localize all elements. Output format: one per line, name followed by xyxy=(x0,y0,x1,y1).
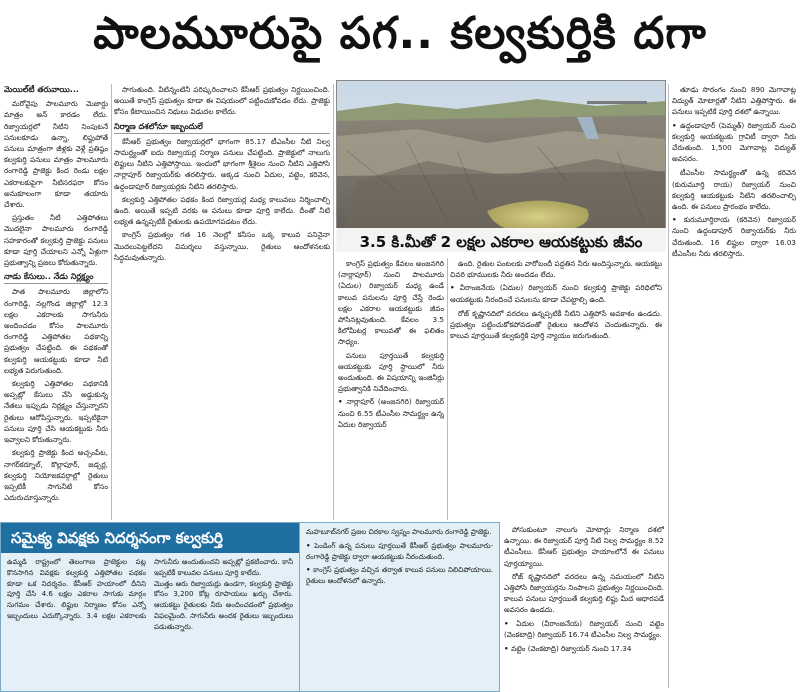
col5-paragraph: తూడు సొరంగం నుంచి 890 మెగావాట్ల విద్యుత్ మోటార్లతో నీటిని ఎత్తిపోస్తారు. ఈ పనులు ఇప్పటికే పూర్తి దశలో ఉన్నాయి. xyxy=(672,85,796,117)
box2-paragraph: మహబూబ్‌నగర్‌ ప్రజల చిరకాల స్వప్నం పాలమూరు రంగారెడ్డి ప్రాజెక్టు. xyxy=(306,528,492,536)
sidebar-box-2 xyxy=(300,522,500,692)
photo-caption: 3.5 కి.మీతో 2 లక్షల ఎకరాల ఆయకట్టుకు జీవం xyxy=(336,228,666,256)
column-4 xyxy=(450,258,662,520)
col2-paragraph: సాగుతుంది. వీటిన్నంటినీ పరిష్కరించాలని కేసీఆర్ ప్రభుత్వం నిర్ణయించింది. అయితే కాంగ్రెస్ ప్రభుత్వం కూడా ఈ విషయంలో పట్టించుకోవడం లేదు. ప్రాజెక్టు కోసం కేటాయించిన నిధులు విడుదల కాలేదు. xyxy=(114,85,330,117)
colmid-paragraph: పోసుకుంటూ నాలుగు మోటార్లు నిర్మాణ దశలో ఉన్నాయి. ఈ రిజ్వాయర్ పూర్తి నీటి నిల్వ సామర్థ్యం 8.52 టీఎంసీలు. కేసీఆర్ ప్రభుత్వం హయాంలోనే ఈ పనులు పూర్తయ్యాయి. xyxy=(504,525,664,568)
column-5 xyxy=(672,84,796,688)
colmid-paragraph: రోజ్ కృష్ణానదిలో వరదలు ఉన్న సమయంలో నీటిని ఎత్తిపోసి రిజ్వాయర్లను నింపాలని ప్రభుత్వం నిర్ణయించింది. కాలువ పనులు పూర్తయితే కల్వకుర్తి లిఫ్టు మీద ఆధారపడే అవసరం ఉండదు. xyxy=(504,571,664,615)
col1-paragraph: ప్రస్తుతం నీటి ఎత్తిపోతలు మొదలైనా పాలమూరు రంగారెడ్డి సహకారంతో కల్వకుర్తి ప్రాజెక్టు పనులు కూడా పూర్తి చేయాలని ఎన్నో ఏళ్లుగా ప్రభుత్వాన్ని ప్రజలు కోరుతున్నారు. xyxy=(4,213,108,268)
box-paragraph: ఉమ్మడి రాష్ట్రంలో తెలంగాణ ప్రాజెక్టుల పట్ల కొనసాగిన వివక్షకు కల్వకుర్తి ఎత్తిపోతల పథకం కూడా ఒక నిదర్శనం. కేసీఆర్ హయాంలో దీనిని పూర్తి చేసి 4.6 లక్షల ఎకరాల సాగుకు మార్గం సుగమం చేశారు. లిఫ్టుల నిర్మాణం కోసం ఎన్నో ఇబ్బందులు ఎదుర్కొన్నారు. 3.4 లక్షల ఎకరాలకు సాగునీరు అందుతుందని అప్పట్లో ప్రకటించారు. కానీ ఇప్పటికీ కాలువల పనులు పూర్తి కాలేదు. xyxy=(7,558,293,620)
col1-paragraph: మరోవైపు పాలమూరు మెజార్టు మాత్రం అన్ కారడం లేదు. రిజ్వాయర్లలో నీటిని నింపుటనే పనులకూడు ఉన్నా, లిఫ్టుపోతే పనులు మాత్రంగా జీళ్లకు వెళ్లే ప్రతిష్ఠం కల్వకుర్తి పనులు మాత్రం పాలమూరు రంగారెడ్డి ప్రాజెక్టు కింద రెండు లక్షల ఎకరాలకుపైగా నీటిసరఫరా కోసం అనుకూలంగా కూడా తయారు చేశారు. xyxy=(4,99,108,210)
col4-paragraph: ఉంది. రైతుల పంటలకు వారోబందీ పద్ధతిన నీరు అందిస్తున్నారు. ఆయకట్టు చివరి భూములకు నీరు అందడం లేదు. xyxy=(450,259,662,280)
box-body xyxy=(1,553,299,637)
column-mid xyxy=(504,524,664,688)
column-1 xyxy=(4,84,108,520)
col5-bullet: • కురుమూర్తిరాయ (కరివెన) రిజ్వాయర్ నుంచి ఉద్దండాపూర్ రిజ్వాయర్‌కు నీరు చేరుతుంది. 16 లిఫ్టుల ద్వారా 16.03 టీఎంసీల నీరు తరలిస్తారు. xyxy=(672,214,796,259)
box2-bullet: • పెండింగ్ ఉన్న పనులు పూర్తయితే కేసీఆర్ ప్రభుత్వం పాలమూరు-రంగారెడ్డి ప్రాజెక్టు ద్వారా ఆయకట్టుకు నీరందుతుంది. xyxy=(306,541,493,563)
colmid-bullet: • వట్టెం (వెంకటాద్రి) రిజ్వాయర్ నుంచి 17.34 xyxy=(504,643,664,654)
box2-bullet: • కాంగ్రెస్ ప్రభుత్వం వచ్చిన తర్వాత కాలువ పనులు నిలిచిపోయాయి. రైతులు ఆందోళనలో ఉన్నారు. xyxy=(306,565,493,587)
col2-paragraph: కేసీఆర్ ప్రభుత్వం రిజ్వాయర్లలో భాగంగా 85.17 టీఎంసీల నీటి నిల్వ సామర్థ్యంతో ఐదు రిజ్వాయర్ల నిర్మాణ పనులు చేపట్టింది. ప్రాజెక్టులో నాలుగు లిఫ్టులు నీటిని ఎత్తిపోస్తాయి. ఇందులో భాగంగా శ్రీశైలం నుంచి నీటిని ఎత్తిపోసి నార్లాపూర్ రిజ్వాయర్‌కు తరలిస్తారు. అక్కడ నుంచి ఏదుల, వట్టెం, కరివెన, ఉద్దండాపూర్ రిజ్వాయర్లకు నీటిని తరలిస్తారు. xyxy=(114,136,330,191)
col3-bullet: • నార్లాపూర్ (అంజనగిరి) రిజ్వాయర్ నుంచి 6.55 టీఎంసీల సామర్థ్యం ఉన్న ఏదుల రిజ్వాయర్ xyxy=(338,396,444,430)
reservoir-illustration xyxy=(337,81,666,252)
col2-paragraph: కాంగ్రెస్ ప్రభుత్వం గత 16 నెలల్లో కనీసం ఒక్క కాలువ పనినైనా మొదలుపెట్టలేదని విమర్శలు వస్తున్నాయి. రైతులు ఆందోళనలకు సిద్ధమవుతున్నారు. xyxy=(114,230,330,262)
subhead-cases: నాడు కేసులు.. నేడు నిర్లక్ష్యం xyxy=(4,271,108,284)
col5-bullet: • ఉద్దండాపూర్ (పెమ్మత్‌) రిజ్వాయర్ నుంచి కల్వకుర్తి ఆయకట్టుకు గ్రావిటీ ద్వారా నీరు చేరుతుంది. 1,500 మెగావాట్ల విద్యుత్‌ అవసరం. xyxy=(672,120,796,165)
colmid-bullet: • ఏదుల (వీరాంజనేయ) రిజ్వాయర్ నుంచి వట్టెం (వెంకటాద్రి) రిజ్వాయర్ 16.74 టీఎంసీల నిల్వ సామర్థ్యం. xyxy=(504,618,664,640)
headline: పాలమూరుపై పగ.. కల్వకుర్తికి దగా xyxy=(93,8,707,59)
col4-bullet: • వీరాంజనేయ (ఏదుల) రిజ్వాయర్ నుంచి కల్వకుర్తి ప్రాజెక్టు పరిధిలోని ఆయకట్టుకు నీరందించే పనులను కూడా చేపట్టాల్సి ఉంది. xyxy=(450,282,662,304)
sidebar-box xyxy=(0,522,300,692)
reservoir-photo xyxy=(336,80,666,252)
box-paragraph: మొత్తం ఆరు రిజ్వాయర్లు ఉండగా, కల్వకుర్తి ప్రాజెక్టు కోసం 3,200 కోట్ల రూపాయలు ఖర్చు చేశారు. ఆయకట్టు రైతులకు నీరు అందించడంలో ప్రభుత్వం విఫలమైంది. సాగునీరు అందక రైతులు ఇబ్బందులు పడుతున్నారు. xyxy=(154,579,293,631)
col5-paragraph: టీఎంసీల సామర్థ్యంతో ఉన్న కరివెన (కురుమూర్తి రాయ) రిజ్వాయర్ నుంచి కల్వకుర్తి ఆయకట్టుకు నీటిని తరలించాల్సి ఉంది. ఈ పనులు ప్రారంభం కాలేదు. xyxy=(672,168,796,212)
col2-paragraph: కల్వకుర్తి ఎత్తిపోతల పథకం కింద రిజ్వాయర్ల మధ్య కాలువలు నిర్మించాల్సి ఉంది. అయితే ఇప్పటి వరకు ఆ పనులు కూడా పూర్తి కాలేదు. దీంతో నీటి లభ్యత ఉన్నప్పటికీ రైతులకు ఉపయోగపడటం లేదు. xyxy=(114,194,330,227)
col3-paragraph: పనులు పూర్తయితే కల్వకుర్తి ఆయకట్టుకు పూర్తి స్థాయిలో నీరు అందుతుంది. ఈ విషయాన్ని ఇంజినీర్లు ప్రభుత్వానికి నివేదించారు. xyxy=(338,350,444,394)
column-2 xyxy=(114,84,330,520)
subhead-construction: నిర్మాణ దశలోనూ ఇబ్బందులే xyxy=(114,121,330,134)
col3-paragraph: కాంగ్రెస్ ప్రభుత్వం కేవలం అంజనగిరి (నార్లాపూర్) నుంచి పాలమూరు (ఏదుల) రిజ్వాయర్ మధ్య ఉండే కాలువ పనులను పూర్తి చేస్తే రెండు లక్షల ఎకరాల ఆయకట్టుకు జీవం పోసినట్లవుతుంది. కేవలం 3.5 కిలోమీటర్ల కాలువతో ఈ ఫలితం సాధ్యం. xyxy=(338,259,444,347)
col1-paragraph: కల్వకుర్తి ప్రాజెక్టు కింద అచ్చంపేట, నాగర్‌కర్నూల్, కొల్లాపూర్, జడ్చర్ల, కల్వకుర్తి నియోజకవర్గాల్లో రైతులు ఇప్పటికీ సాగునీటి కోసం ఎదురుచూస్తున్నారు. xyxy=(4,448,108,503)
col4-paragraph: రోజ్ కృష్ణానదిలో వరదలు ఉన్నప్పటికీ నీటిని ఎత్తిపోసే అవకాశం ఉండదు. ప్రభుత్వం పట్టించుకోకపోవడంతో రైతులు ఆందోళన చెందుతున్నారు. ఈ కాలువ పూర్తయితే కల్వకుర్తికి పూర్తి న్యాయం జరుగుతుంది. xyxy=(450,308,662,341)
column-3 xyxy=(338,258,444,520)
dateline: మెయిల్‌టీ తరువాయి... xyxy=(4,85,79,94)
col1-paragraph: కల్వకుర్తి ఎత్తిపోతల పథకానికి అప్పట్లో కేసులు వేసి అడ్డుకున్న నేతలు ఇప్పుడు నిర్లక్ష్యం చేస్తున్నారని రైతులు ఆరోపిస్తున్నారు. ఇప్పటికైనా పనులు పూర్తి చేసి ఆయకట్టుకు నీరు ఇవ్వాలని కోరుతున్నారు. xyxy=(4,379,108,445)
col1-paragraph: పాత పాలమూరు జిల్లాలోని రంగారెడ్డి, నల్లగొండ జిల్లాల్లో 12.3 లక్షల ఎకరాలకు సాగునీరు అందించడం కోసం పాలమూరు రంగారెడ్డి ఎత్తిపోతల పథకాన్ని ప్రభుత్వం చేపట్టింది. ఈ పథకంతో కల్వకుర్తి ఆయకట్టుకు కూడా నీటి లభ్యత పెరుగుతుంది. xyxy=(4,287,108,375)
box-title: సమైక్య వివక్షకు నిదర్శనంగా కల్వకుర్తి xyxy=(1,523,299,553)
